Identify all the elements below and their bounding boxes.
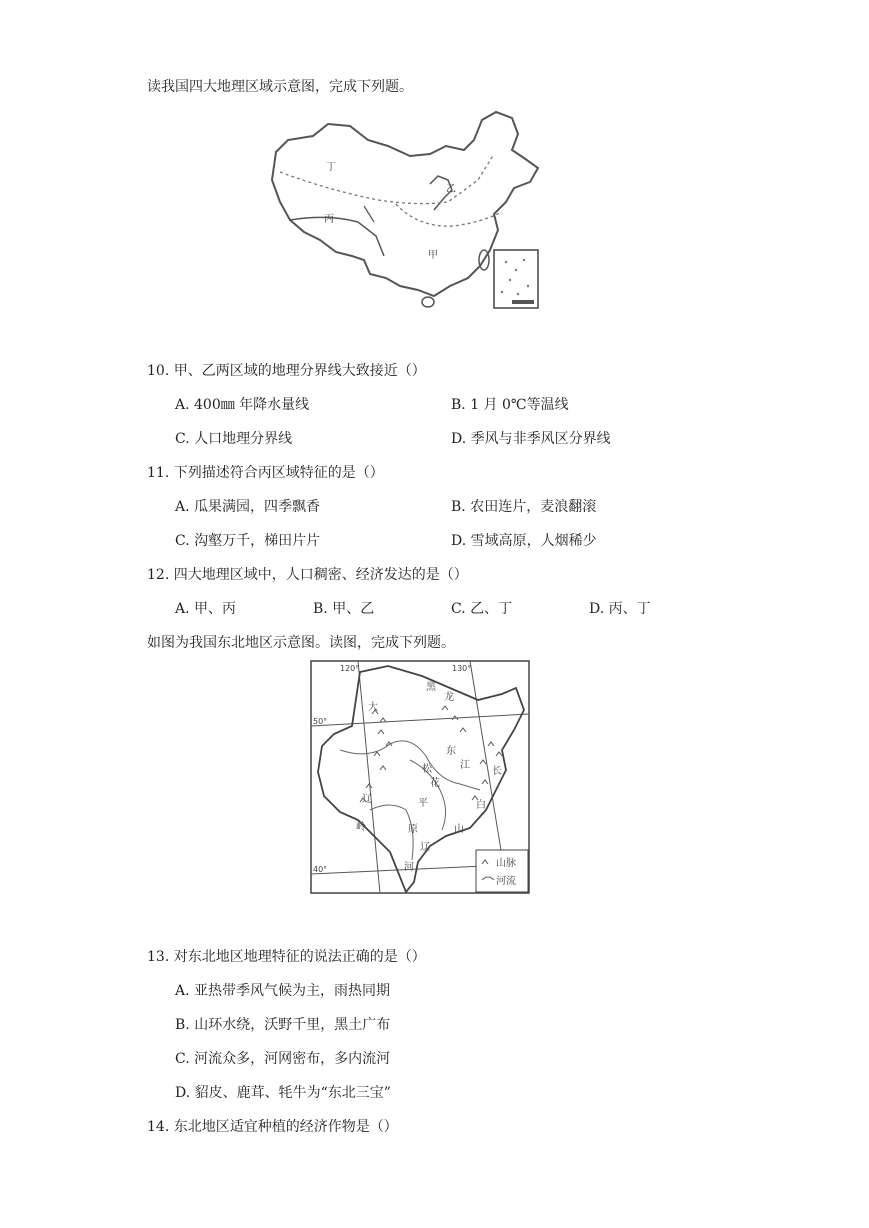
q11-stem: 11. 下列描述符合丙区域特征的是（） — [147, 465, 384, 481]
map2-label-liao2: 辽 — [420, 842, 430, 853]
map1-label-bing: 丙 — [324, 214, 334, 225]
map2-label-ling: 岭 — [356, 822, 366, 833]
intro-text-1: 读我国四大地理区域示意图，完成下列题。 — [147, 79, 413, 95]
q13-option-c[interactable]: C. 河流众多，河网密布，多内流河 — [175, 1051, 391, 1067]
map2-label-bai: 白 — [476, 800, 486, 811]
map2-label-hua: 花 — [430, 778, 440, 789]
map2-label-dong: 东 — [446, 746, 456, 757]
map2-label-hei: 黑 — [426, 682, 436, 693]
map2-label-da: 大 — [368, 702, 378, 713]
northeast-china-map — [310, 660, 532, 896]
map2-label-long: 龙 — [444, 692, 454, 703]
map2-label-song: 松 — [422, 764, 432, 775]
lat-label-50: 50° — [313, 717, 328, 726]
q10-option-b[interactable]: B. 1 月 0℃等温线 — [451, 397, 569, 413]
map1-label-ding: 丁 — [326, 162, 336, 173]
map2-label-ping: 平 — [418, 798, 428, 809]
q12-option-c[interactable]: C. 乙、丁 — [451, 601, 513, 617]
q10-option-d[interactable]: D. 季风与非季风区分界线 — [451, 431, 611, 447]
map1-label-yi: 乙 — [446, 184, 456, 195]
map2-label-he: 河 — [404, 862, 414, 873]
q11-option-d[interactable]: D. 雪域高原，人烟稀少 — [451, 533, 597, 549]
q12-stem: 12. 四大地理区域中，人口稠密、经济发达的是（） — [147, 567, 468, 583]
q13-stem: 13. 对东北地区地理特征的说法正确的是（） — [147, 949, 426, 965]
lat-label-40: 40° — [313, 865, 328, 874]
lon-label-130: 130° — [452, 664, 472, 673]
q10-stem: 10. 甲、乙两区域的地理分界线大致接近（） — [147, 363, 426, 379]
q11-option-a[interactable]: A. 瓜果满园，四季飘香 — [175, 499, 321, 515]
map1-label-jia: 甲 — [428, 250, 438, 261]
map2-label-yuan: 原 — [408, 824, 418, 835]
q12-option-d[interactable]: D. 丙、丁 — [589, 601, 651, 617]
map2-label-liao: 辽 — [362, 794, 372, 805]
intro-text-2: 如图为我国东北地区示意图。读图，完成下列题。 — [147, 635, 455, 651]
map2-label-chang: 长 — [492, 766, 502, 777]
map2-label-shan: 山 — [454, 824, 464, 835]
q11-option-b[interactable]: B. 农田连片，麦浪翻滚 — [451, 499, 597, 515]
q10-option-c[interactable]: C. 人口地理分界线 — [175, 431, 293, 447]
q12-option-a[interactable]: A. 甲、丙 — [175, 601, 237, 617]
q14-stem: 14. 东北地区适宜种植的经济作物是（） — [147, 1119, 398, 1135]
legend-river-label: 河流 — [496, 876, 516, 887]
china-regions-map — [268, 110, 548, 320]
legend-mountain-label: 山脉 — [496, 858, 516, 869]
q13-option-b[interactable]: B. 山环水绕，沃野千里，黑土广布 — [175, 1017, 391, 1033]
map2-label-jiang: 江 — [460, 760, 470, 771]
q12-option-b[interactable]: B. 甲、乙 — [313, 601, 375, 617]
q13-option-a[interactable]: A. 亚热带季风气候为主，雨热同期 — [175, 983, 391, 999]
q10-option-a[interactable]: A. 400㎜ 年降水量线 — [175, 397, 310, 413]
q13-option-d[interactable]: D. 貂皮、鹿茸、牦牛为“东北三宝” — [175, 1085, 391, 1101]
q11-option-c[interactable]: C. 沟壑万千，梯田片片 — [175, 533, 321, 549]
lon-label-120: 120° — [340, 664, 360, 673]
